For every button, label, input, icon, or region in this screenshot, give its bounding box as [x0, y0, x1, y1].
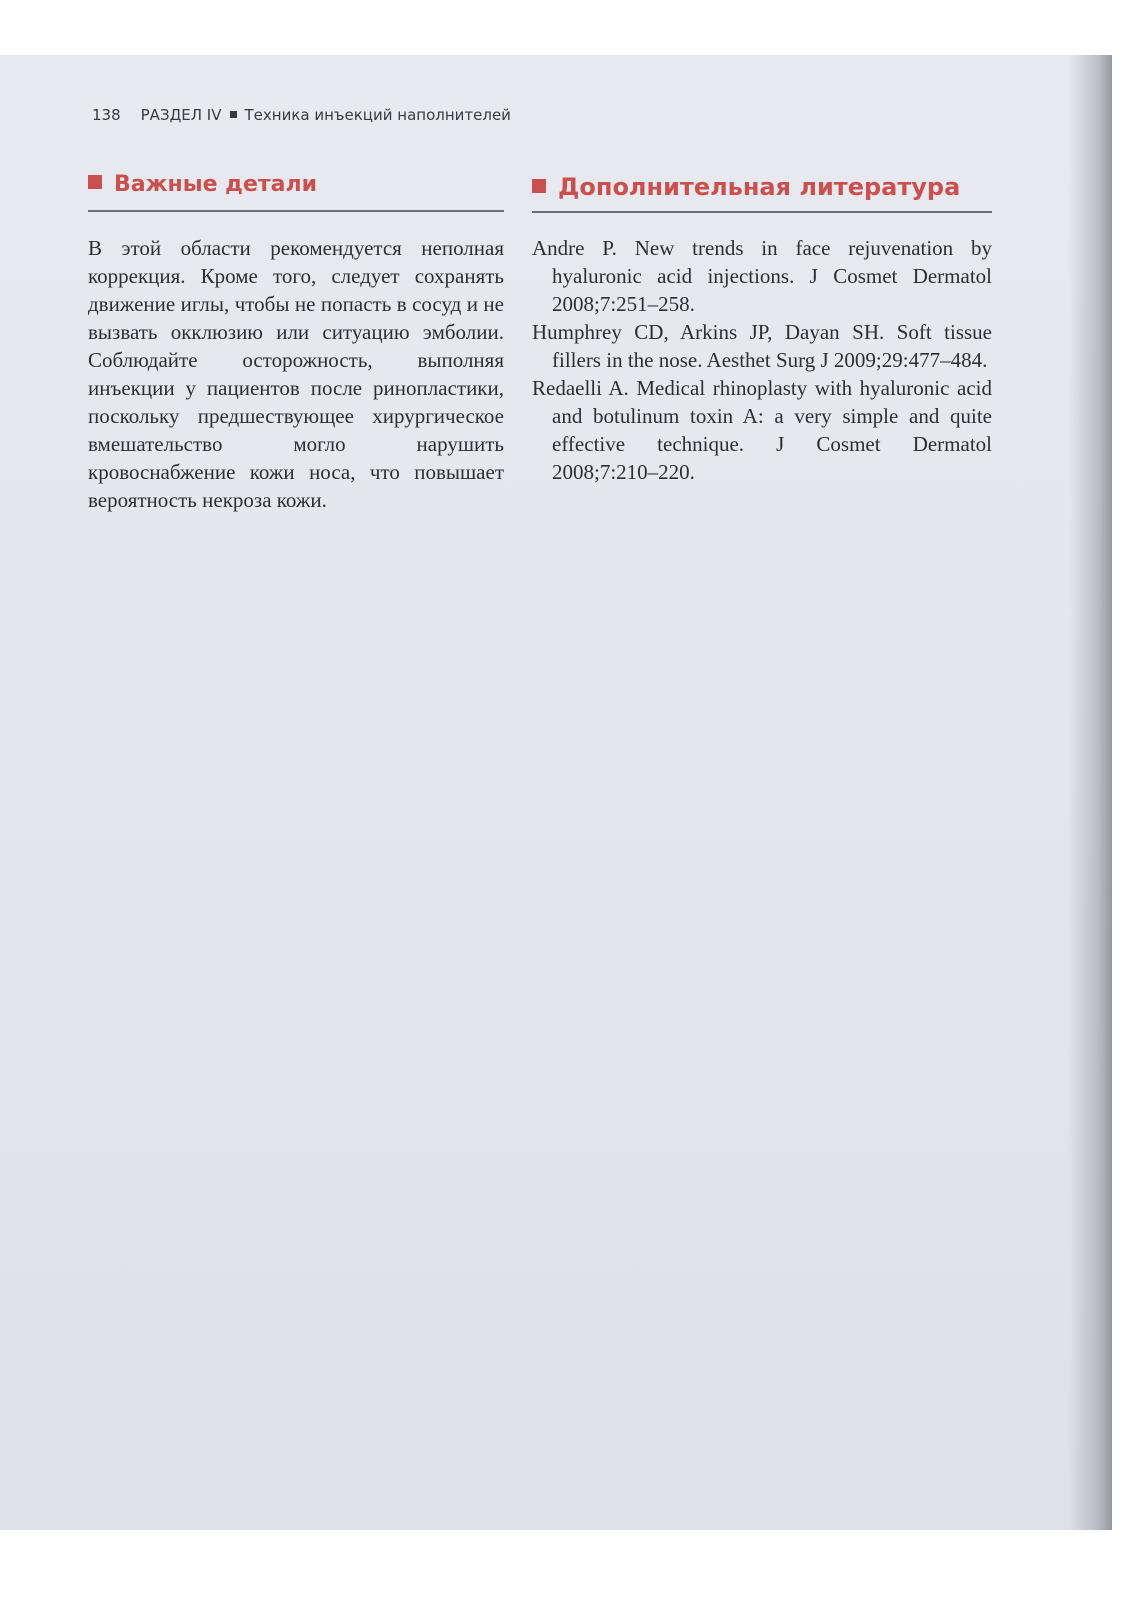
reference-item: Humphrey CD, Arkins JP, Dayan SH. Soft tissue fillers in the nose. Aesthet Surg J 2009;29:477–484.	[532, 320, 992, 372]
important-details-paragraph: В этой области рекомендуется неполная коррекция. Кроме того, следует сохранять движение иглы, чтобы не попасть в сосуд и не вызвать окклюзию или ситуацию эмболии. Соблюдайте осторожность, выполняя инъекции у пациентов после ринопластики, поскольку предшествующее хирургическое вмешательство могло нарушить кровоснабжение кожи носа, что повышает вероятность некроза кожи.	[88, 236, 504, 512]
heading-text: Дополнительная литература	[558, 173, 961, 201]
header-separator-icon	[230, 111, 237, 118]
further-reading-heading	[532, 173, 992, 213]
heading-text: Важные детали	[114, 172, 317, 197]
important-details-heading	[88, 172, 504, 212]
section-label: РАЗДЕЛ IV	[140, 106, 222, 124]
reference-list	[532, 234, 992, 486]
reference-item: Andre P. New trends in face rejuvenation by hyaluronic acid injections. J Cosmet Dermatol 2008;7:251–258.	[532, 236, 992, 316]
square-bullet-icon	[532, 179, 546, 193]
running-header	[92, 106, 511, 130]
square-bullet-icon	[88, 175, 102, 189]
chapter-title: Техника инъекций наполнителей	[244, 106, 511, 124]
page-number: 138	[92, 106, 121, 124]
reference-item: Redaelli A. Medical rhinoplasty with hyaluronic acid and botulinum toxin A: a very simple and quite effective technique. J Cosmet Dermatol 2008;7:210–220.	[532, 376, 992, 484]
